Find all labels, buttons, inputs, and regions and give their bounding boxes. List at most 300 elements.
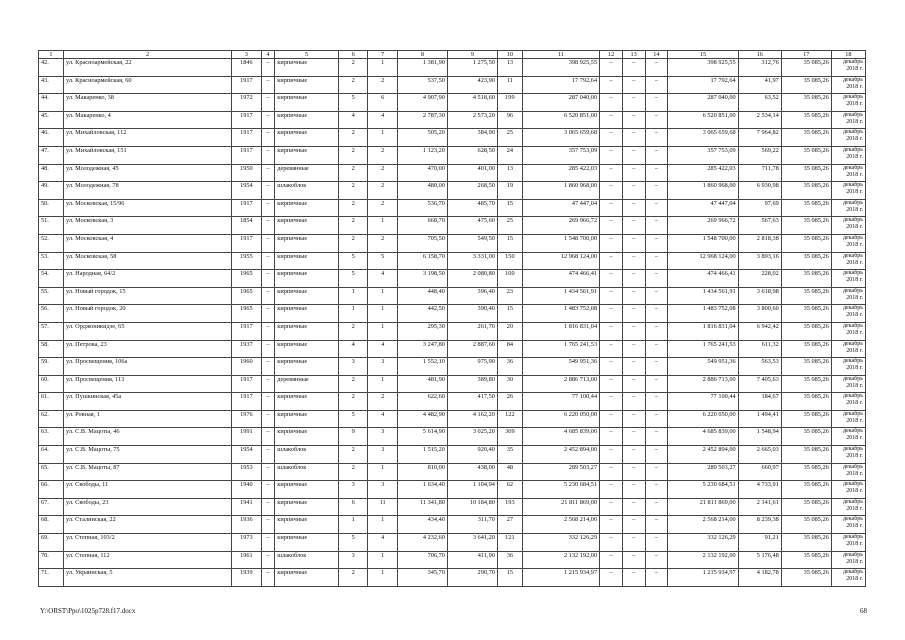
cost-col-14-cell: –: [645, 146, 668, 164]
row-number-cell: 54.: [39, 270, 64, 288]
total-area-cell: 2 787,30: [397, 111, 447, 129]
year-built-cell: 1917: [232, 129, 262, 147]
wall-material-cell: деревянные: [275, 164, 339, 182]
wall-material-cell: кирпичные: [275, 569, 339, 587]
cost-col-14-cell: –: [645, 481, 668, 499]
cost-per-sqm-cell: 5 176,48: [738, 551, 781, 569]
row-number-cell: 59.: [39, 358, 64, 376]
year-built-cell: 1954: [232, 446, 262, 464]
wear-percent-cell: –: [261, 463, 275, 481]
entrances-cell: 2: [368, 234, 398, 252]
year-built-cell: 1940: [232, 481, 262, 499]
year-built-cell: 1955: [232, 252, 262, 270]
total-cost-cell: 269 966,72: [668, 217, 738, 235]
cost-col-12-cell: –: [600, 569, 623, 587]
total-area-cell: 505,20: [397, 129, 447, 147]
column-number-header: 1: [39, 51, 64, 59]
table-row: [39, 234, 866, 252]
year-built-cell: 1917: [232, 146, 262, 164]
completion-date-cell: декабрь 2018 г.: [831, 199, 865, 217]
living-area-cell: 438,00: [447, 463, 497, 481]
living-area-cell: 3 331,00: [447, 252, 497, 270]
limit-cost-cell: 35 085,26: [781, 534, 831, 552]
cost-col-13-cell: –: [622, 270, 645, 288]
total-cost-cell: 1 816 831,04: [668, 322, 738, 340]
address-cell: ул. Новый городок, 20: [63, 305, 231, 323]
entrances-cell: 3: [368, 428, 398, 446]
floors-cell: 3: [338, 358, 368, 376]
repair-cost-cell: 332 126,29: [522, 534, 599, 552]
living-area-cell: 384,90: [447, 129, 497, 147]
entrances-cell: 1: [368, 463, 398, 481]
table-row: [39, 164, 866, 182]
row-number-cell: 42.: [39, 59, 64, 77]
cost-per-sqm-cell: 312,76: [738, 59, 781, 77]
wear-percent-cell: –: [261, 164, 275, 182]
residents-cell: 25: [497, 129, 522, 147]
cost-col-14-cell: –: [645, 199, 668, 217]
completion-date-cell: декабрь 2018 г.: [831, 463, 865, 481]
limit-cost-cell: 35 085,26: [781, 199, 831, 217]
wall-material-cell: кирпичные: [275, 111, 339, 129]
cost-col-14-cell: –: [645, 129, 668, 147]
entrances-cell: 1: [368, 217, 398, 235]
column-number-header: 7: [368, 51, 398, 59]
repair-cost-cell: 357 753,09: [522, 146, 599, 164]
wear-percent-cell: –: [261, 534, 275, 552]
table-row: [39, 340, 866, 358]
total-cost-cell: 357 753,09: [668, 146, 738, 164]
address-cell: ул. Степная, 112: [63, 551, 231, 569]
cost-col-12-cell: –: [600, 111, 623, 129]
limit-cost-cell: 35 085,26: [781, 217, 831, 235]
cost-col-13-cell: –: [622, 534, 645, 552]
residents-cell: 30: [497, 375, 522, 393]
residents-cell: 13: [497, 164, 522, 182]
cost-col-14-cell: –: [645, 305, 668, 323]
row-number-cell: 63.: [39, 428, 64, 446]
limit-cost-cell: 35 085,26: [781, 111, 831, 129]
residents-cell: 15: [497, 199, 522, 217]
row-number-cell: 43.: [39, 76, 64, 94]
table-row: [39, 305, 866, 323]
row-number-cell: 45.: [39, 111, 64, 129]
completion-date-cell: декабрь 2018 г.: [831, 358, 865, 376]
cost-col-13-cell: –: [622, 569, 645, 587]
limit-cost-cell: 35 085,26: [781, 393, 831, 411]
year-built-cell: 1991: [232, 428, 262, 446]
column-number-header: 11: [522, 51, 599, 59]
repair-cost-cell: 2 132 192,00: [522, 551, 599, 569]
cost-per-sqm-cell: 6 942,42: [738, 322, 781, 340]
wall-material-cell: кирпичные: [275, 76, 339, 94]
limit-cost-cell: 35 085,26: [781, 322, 831, 340]
total-area-cell: 622,60: [397, 393, 447, 411]
cost-col-14-cell: –: [645, 551, 668, 569]
repair-cost-cell: 474 466,41: [522, 270, 599, 288]
cost-col-12-cell: –: [600, 410, 623, 428]
cost-col-13-cell: –: [622, 305, 645, 323]
address-cell: ул. Просвещения, 106а: [63, 358, 231, 376]
entrances-cell: 1: [368, 569, 398, 587]
cost-col-13-cell: –: [622, 463, 645, 481]
limit-cost-cell: 35 085,26: [781, 287, 831, 305]
completion-date-cell: декабрь 2018 г.: [831, 551, 865, 569]
table-row: [39, 217, 866, 235]
living-area-cell: 975,90: [447, 358, 497, 376]
residents-cell: 27: [497, 516, 522, 534]
total-area-cell: 705,50: [397, 234, 447, 252]
living-area-cell: 396,40: [447, 287, 497, 305]
cost-col-12-cell: –: [600, 146, 623, 164]
table-row: [39, 498, 866, 516]
wear-percent-cell: –: [261, 129, 275, 147]
wear-percent-cell: –: [261, 446, 275, 464]
total-area-cell: 470,00: [397, 164, 447, 182]
repair-cost-cell: 2 886 713,00: [522, 375, 599, 393]
column-number-header: 12: [600, 51, 623, 59]
year-built-cell: 1937: [232, 340, 262, 358]
living-area-cell: 628,50: [447, 146, 497, 164]
row-number-cell: 44.: [39, 94, 64, 112]
wear-percent-cell: –: [261, 428, 275, 446]
repair-cost-cell: 47 447,04: [522, 199, 599, 217]
completion-date-cell: декабрь 2018 г.: [831, 129, 865, 147]
wall-material-cell: кирпичные: [275, 410, 339, 428]
housing-register-table: [38, 50, 866, 587]
wear-percent-cell: –: [261, 234, 275, 252]
row-number-cell: 61.: [39, 393, 64, 411]
completion-date-cell: декабрь 2018 г.: [831, 111, 865, 129]
wall-material-cell: кирпичные: [275, 217, 339, 235]
total-cost-cell: 474 466,41: [668, 270, 738, 288]
entrances-cell: 1: [368, 516, 398, 534]
cost-col-12-cell: –: [600, 498, 623, 516]
entrances-cell: 4: [368, 111, 398, 129]
column-number-header: 15: [668, 51, 738, 59]
year-built-cell: 1917: [232, 234, 262, 252]
cost-col-12-cell: –: [600, 551, 623, 569]
total-area-cell: 295,30: [397, 322, 447, 340]
total-area-cell: 1 515,20: [397, 446, 447, 464]
wall-material-cell: шлакоблок: [275, 446, 339, 464]
repair-cost-cell: 12 968 124,00: [522, 252, 599, 270]
wear-percent-cell: –: [261, 410, 275, 428]
limit-cost-cell: 35 085,26: [781, 59, 831, 77]
cost-col-13-cell: –: [622, 111, 645, 129]
table-row: [39, 375, 866, 393]
wall-material-cell: кирпичные: [275, 322, 339, 340]
address-cell: ул. Михайловская, 112: [63, 129, 231, 147]
completion-date-cell: декабрь 2018 г.: [831, 569, 865, 587]
living-area-cell: 920,40: [447, 446, 497, 464]
limit-cost-cell: 35 085,26: [781, 428, 831, 446]
completion-date-cell: декабрь 2018 г.: [831, 534, 865, 552]
total-area-cell: 1 552,10: [397, 358, 447, 376]
cost-col-12-cell: –: [600, 270, 623, 288]
repair-cost-cell: 1 816 831,04: [522, 322, 599, 340]
residents-cell: 309: [497, 428, 522, 446]
cost-col-12-cell: –: [600, 252, 623, 270]
completion-date-cell: декабрь 2018 г.: [831, 393, 865, 411]
cost-col-12-cell: –: [600, 129, 623, 147]
limit-cost-cell: 35 085,26: [781, 164, 831, 182]
year-built-cell: 1950: [232, 164, 262, 182]
address-cell: ул. Красноармейская, 60: [63, 76, 231, 94]
living-area-cell: 261,70: [447, 322, 497, 340]
table-row: [39, 551, 866, 569]
floors-cell: 2: [338, 76, 368, 94]
cost-col-14-cell: –: [645, 463, 668, 481]
wear-percent-cell: –: [261, 569, 275, 587]
residents-cell: 84: [497, 340, 522, 358]
address-cell: ул. Макаренко, 38: [63, 94, 231, 112]
table-row: [39, 446, 866, 464]
residents-cell: 24: [497, 146, 522, 164]
table-row: [39, 410, 866, 428]
cost-col-13-cell: –: [622, 358, 645, 376]
table-row: [39, 322, 866, 340]
residents-cell: 199: [497, 94, 522, 112]
limit-cost-cell: 35 085,26: [781, 358, 831, 376]
repair-cost-cell: 3 065 659,68: [522, 129, 599, 147]
table-row: [39, 534, 866, 552]
wall-material-cell: кирпичные: [275, 481, 339, 499]
cost-col-12-cell: –: [600, 234, 623, 252]
wall-material-cell: шлакоблок: [275, 551, 339, 569]
address-cell: ул. Пушкинская, 45а: [63, 393, 231, 411]
wear-percent-cell: –: [261, 481, 275, 499]
address-cell: ул. С.В. Мацоты, 46: [63, 428, 231, 446]
floors-cell: 5: [338, 252, 368, 270]
completion-date-cell: декабрь 2018 г.: [831, 446, 865, 464]
total-cost-cell: 2 568 214,00: [668, 516, 738, 534]
entrances-cell: 1: [368, 287, 398, 305]
cost-col-12-cell: –: [600, 446, 623, 464]
wall-material-cell: кирпичные: [275, 94, 339, 112]
cost-col-14-cell: –: [645, 428, 668, 446]
residents-cell: 35: [497, 446, 522, 464]
entrances-cell: 2: [368, 393, 398, 411]
entrances-cell: 3: [368, 481, 398, 499]
row-number-cell: 53.: [39, 252, 64, 270]
cost-col-13-cell: –: [622, 217, 645, 235]
limit-cost-cell: 35 085,26: [781, 270, 831, 288]
floors-cell: 2: [338, 199, 368, 217]
total-cost-cell: 3 065 659,68: [668, 129, 738, 147]
entrances-cell: 4: [368, 340, 398, 358]
residents-cell: 15: [497, 569, 522, 587]
floors-cell: 2: [338, 182, 368, 200]
total-area-cell: 481,90: [397, 375, 447, 393]
completion-date-cell: декабрь 2018 г.: [831, 252, 865, 270]
floors-cell: 5: [338, 270, 368, 288]
cost-col-12-cell: –: [600, 76, 623, 94]
wall-material-cell: кирпичные: [275, 234, 339, 252]
living-area-cell: 268,50: [447, 182, 497, 200]
table-row: [39, 76, 866, 94]
wall-material-cell: кирпичные: [275, 358, 339, 376]
entrances-cell: 2: [368, 146, 398, 164]
total-area-cell: 706,70: [397, 551, 447, 569]
cost-col-12-cell: –: [600, 393, 623, 411]
cost-per-sqm-cell: 97,69: [738, 199, 781, 217]
year-built-cell: 1960: [232, 358, 262, 376]
total-area-cell: 537,50: [397, 76, 447, 94]
year-built-cell: 1973: [232, 534, 262, 552]
limit-cost-cell: 35 085,26: [781, 463, 831, 481]
living-area-cell: 423,90: [447, 76, 497, 94]
repair-cost-cell: 1 483 752,08: [522, 305, 599, 323]
year-built-cell: 1965: [232, 305, 262, 323]
row-number-cell: 69.: [39, 534, 64, 552]
total-cost-cell: 2 132 192,00: [668, 551, 738, 569]
cost-col-13-cell: –: [622, 340, 645, 358]
completion-date-cell: декабрь 2018 г.: [831, 498, 865, 516]
total-area-cell: 668,70: [397, 217, 447, 235]
limit-cost-cell: 35 085,26: [781, 410, 831, 428]
living-area-cell: 2 573,20: [447, 111, 497, 129]
row-number-cell: 49.: [39, 182, 64, 200]
total-cost-cell: 398 925,55: [668, 59, 738, 77]
cost-per-sqm-cell: 3 893,16: [738, 252, 781, 270]
limit-cost-cell: 35 085,26: [781, 340, 831, 358]
floors-cell: 5: [338, 94, 368, 112]
entrances-cell: 2: [368, 164, 398, 182]
table-row: [39, 59, 866, 77]
residents-cell: 11: [497, 76, 522, 94]
repair-cost-cell: 4 685 839,00: [522, 428, 599, 446]
cost-col-14-cell: –: [645, 358, 668, 376]
cost-col-12-cell: –: [600, 94, 623, 112]
cost-col-14-cell: –: [645, 498, 668, 516]
cost-col-12-cell: –: [600, 516, 623, 534]
floors-cell: 5: [338, 410, 368, 428]
cost-col-13-cell: –: [622, 551, 645, 569]
total-cost-cell: 289 503,27: [668, 463, 738, 481]
total-cost-cell: 17 792,64: [668, 76, 738, 94]
living-area-cell: 389,80: [447, 375, 497, 393]
table-row: [39, 463, 866, 481]
total-cost-cell: 1 215 934,97: [668, 569, 738, 587]
floors-cell: 2: [338, 217, 368, 235]
wall-material-cell: шлакоблок: [275, 463, 339, 481]
year-built-cell: 1936: [232, 516, 262, 534]
total-area-cell: 4 232,60: [397, 534, 447, 552]
repair-cost-cell: 21 811 869,00: [522, 498, 599, 516]
cost-col-14-cell: –: [645, 410, 668, 428]
living-area-cell: 311,70: [447, 516, 497, 534]
cost-col-14-cell: –: [645, 375, 668, 393]
cost-per-sqm-cell: 7 964,82: [738, 129, 781, 147]
wall-material-cell: деревянные: [275, 375, 339, 393]
limit-cost-cell: 35 085,26: [781, 182, 831, 200]
wear-percent-cell: –: [261, 146, 275, 164]
repair-cost-cell: 5 230 684,51: [522, 481, 599, 499]
floors-cell: 2: [338, 146, 368, 164]
cost-col-14-cell: –: [645, 534, 668, 552]
floors-cell: 2: [338, 322, 368, 340]
repair-cost-cell: 2 568 214,00: [522, 516, 599, 534]
total-cost-cell: 2 452 894,00: [668, 446, 738, 464]
address-cell: ул. Молодежная, 78: [63, 182, 231, 200]
total-area-cell: 5 614,90: [397, 428, 447, 446]
repair-cost-cell: 6 220 050,00: [522, 410, 599, 428]
residents-cell: 100: [497, 270, 522, 288]
cost-col-14-cell: –: [645, 217, 668, 235]
cost-col-12-cell: –: [600, 340, 623, 358]
limit-cost-cell: 35 085,26: [781, 569, 831, 587]
cost-per-sqm-cell: 2 818,38: [738, 234, 781, 252]
wear-percent-cell: –: [261, 94, 275, 112]
living-area-cell: 411,90: [447, 551, 497, 569]
cost-col-14-cell: –: [645, 94, 668, 112]
cost-col-13-cell: –: [622, 199, 645, 217]
completion-date-cell: декабрь 2018 г.: [831, 146, 865, 164]
address-cell: ул. Степная, 103/2: [63, 534, 231, 552]
row-number-cell: 55.: [39, 287, 64, 305]
cost-col-13-cell: –: [622, 287, 645, 305]
wall-material-cell: кирпичные: [275, 287, 339, 305]
cost-col-14-cell: –: [645, 76, 668, 94]
wear-percent-cell: –: [261, 516, 275, 534]
cost-col-14-cell: –: [645, 111, 668, 129]
living-area-cell: 1 275,50: [447, 59, 497, 77]
total-cost-cell: 1 434 561,91: [668, 287, 738, 305]
cost-col-14-cell: –: [645, 164, 668, 182]
cost-col-14-cell: –: [645, 59, 668, 77]
repair-cost-cell: 287 040,00: [522, 94, 599, 112]
completion-date-cell: декабрь 2018 г.: [831, 217, 865, 235]
residents-cell: 26: [497, 393, 522, 411]
cost-per-sqm-cell: 91,21: [738, 534, 781, 552]
repair-cost-cell: 17 792,64: [522, 76, 599, 94]
row-number-cell: 48.: [39, 164, 64, 182]
cost-col-12-cell: –: [600, 428, 623, 446]
total-area-cell: 536,70: [397, 199, 447, 217]
table-row: [39, 111, 866, 129]
limit-cost-cell: 35 085,26: [781, 481, 831, 499]
table-row: [39, 428, 866, 446]
limit-cost-cell: 35 085,26: [781, 94, 831, 112]
completion-date-cell: декабрь 2018 г.: [831, 270, 865, 288]
repair-cost-cell: 285 422,03: [522, 164, 599, 182]
repair-cost-cell: 398 925,55: [522, 59, 599, 77]
repair-cost-cell: 1 765 241,53: [522, 340, 599, 358]
cost-col-12-cell: –: [600, 463, 623, 481]
row-number-cell: 68.: [39, 516, 64, 534]
table-row: [39, 569, 866, 587]
entrances-cell: 1: [368, 59, 398, 77]
cost-per-sqm-cell: 8 239,38: [738, 516, 781, 534]
total-cost-cell: 1 548 700,00: [668, 234, 738, 252]
column-number-header: 9: [447, 51, 497, 59]
entrances-cell: 3: [368, 358, 398, 376]
cost-per-sqm-cell: 1 548,94: [738, 428, 781, 446]
column-number-header: 2: [63, 51, 231, 59]
floors-cell: 2: [338, 569, 368, 587]
limit-cost-cell: 35 085,26: [781, 252, 831, 270]
repair-cost-cell: 269 966,72: [522, 217, 599, 235]
cost-col-13-cell: –: [622, 375, 645, 393]
completion-date-cell: декабрь 2018 г.: [831, 340, 865, 358]
address-cell: ул. Ровная, 1: [63, 410, 231, 428]
cost-col-14-cell: –: [645, 234, 668, 252]
wear-percent-cell: –: [261, 322, 275, 340]
floors-cell: 2: [338, 129, 368, 147]
address-cell: ул. Михайловская, 151: [63, 146, 231, 164]
floors-cell: 2: [338, 375, 368, 393]
